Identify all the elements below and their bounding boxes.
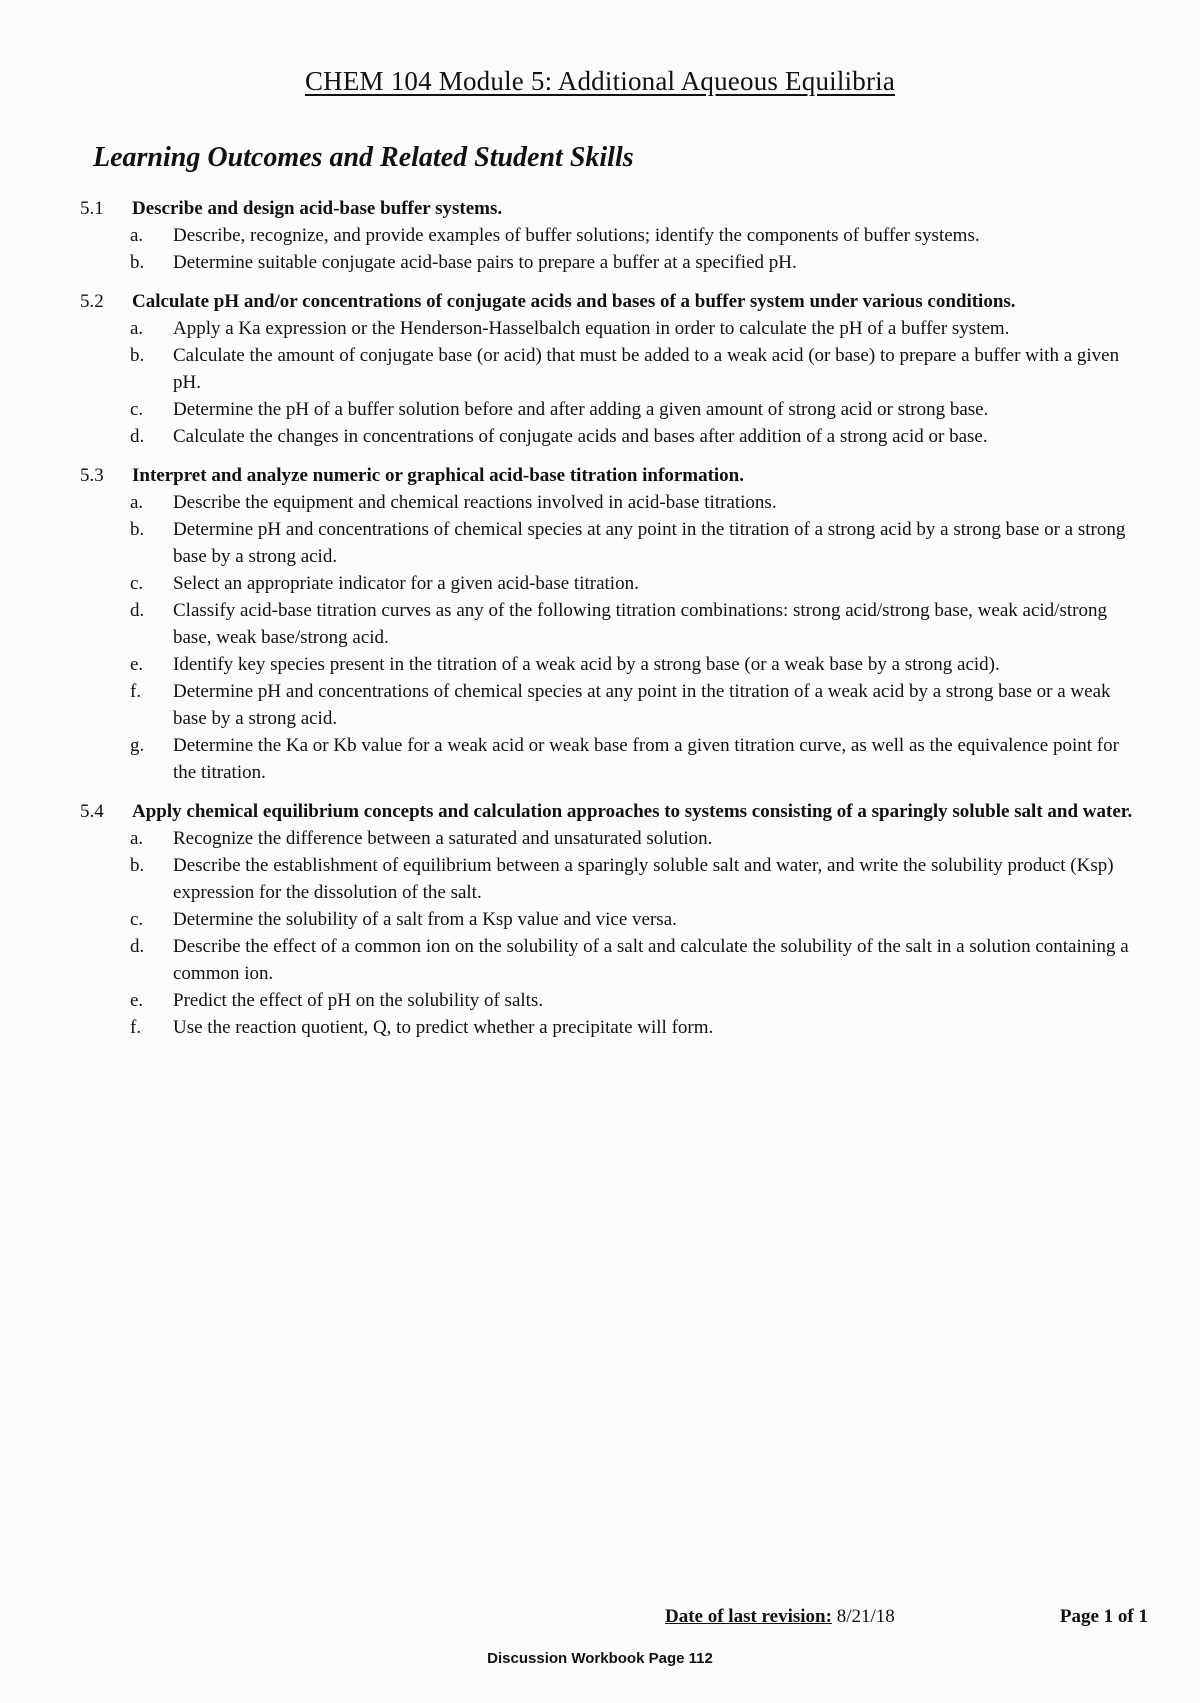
skill-item (80, 852, 1140, 906)
section-heading: Learning Outcomes and Related Student Skills (93, 142, 634, 173)
skill-list (80, 222, 1140, 276)
learning-outcomes-list (80, 196, 1140, 1054)
skill-text: Describe, recognize, and provide examples of buffer solutions; identify the components of buffer systems. (173, 225, 980, 246)
skill-item (80, 396, 1140, 423)
outcome-title: Describe and design acid-base buffer systems. (132, 198, 503, 219)
skill-letter: f. (130, 681, 142, 702)
outcome-number: 5.1 (80, 198, 104, 219)
skill-text: Describe the effect of a common ion on the solubility of a salt and calculate the solubility of the salt in a solution containing a common ion. (173, 936, 1129, 984)
skill-text: Predict the effect of pH on the solubility of salts. (173, 990, 544, 1011)
skill-letter: a. (130, 318, 144, 339)
skill-text: Identify key species present in the titration of a weak acid by a strong base (or a weak base by a strong acid). (173, 654, 1000, 675)
learning-outcome (80, 196, 1140, 276)
skill-item (80, 678, 1140, 732)
skill-letter: d. (130, 936, 145, 957)
skill-item (80, 906, 1140, 933)
outcome-number: 5.4 (80, 801, 104, 822)
revision-info (665, 1606, 895, 1628)
skill-text: Recognize the difference between a saturated and unsaturated solution. (173, 828, 713, 849)
skill-list (80, 315, 1140, 450)
skill-text: Describe the establishment of equilibrium between a sparingly soluble salt and water, and write the solubility product (Ksp) expression for the dissolution of the salt. (173, 855, 1114, 903)
skill-text: Use the reaction quotient, Q, to predict whether a precipitate will form. (173, 1017, 714, 1038)
outcome-title: Apply chemical equilibrium concepts and calculation approaches to systems consisting of a sparingly soluble salt and water. (132, 801, 1133, 822)
skill-list (80, 825, 1140, 1041)
skill-letter: b. (130, 519, 145, 540)
skill-text: Calculate the amount of conjugate base (or acid) that must be added to a weak acid (or base) to prepare a buffer with a given pH. (173, 345, 1120, 393)
skill-letter: b. (130, 855, 145, 876)
skill-item (80, 933, 1140, 987)
skill-text: Determine the pH of a buffer solution before and after adding a given amount of strong acid or strong base. (173, 399, 989, 420)
outcome-title: Calculate pH and/or concentrations of conjugate acids and bases of a buffer system under various conditions. (132, 291, 1016, 312)
skill-item (80, 570, 1140, 597)
skill-text: Determine the Ka or Kb value for a weak acid or weak base from a given titration curve, as well as the equivalence point for the titration. (173, 735, 1119, 783)
skill-letter: a. (130, 828, 144, 849)
skill-item (80, 651, 1140, 678)
skill-text: Determine the solubility of a salt from a Ksp value and vice versa. (173, 909, 677, 930)
skill-text: Calculate the changes in concentrations of conjugate acids and bases after addition of a strong acid or base. (173, 426, 988, 447)
skill-letter: d. (130, 600, 145, 621)
skill-letter: e. (130, 654, 144, 675)
skill-letter: a. (130, 492, 144, 513)
outcome-number: 5.3 (80, 465, 104, 486)
skill-letter: d. (130, 426, 145, 447)
outcome-title: Interpret and analyze numeric or graphical acid-base titration information. (132, 465, 744, 486)
skill-text: Describe the equipment and chemical reactions involved in acid-base titrations. (173, 492, 777, 513)
skill-letter: a. (130, 225, 144, 246)
outcome-number: 5.2 (80, 291, 104, 312)
skill-text: Select an appropriate indicator for a given acid-base titration. (173, 573, 639, 594)
skill-item (80, 732, 1140, 786)
skill-item (80, 825, 1140, 852)
skill-item (80, 315, 1140, 342)
skill-letter: c. (130, 399, 144, 420)
skill-text: Determine pH and concentrations of chemical species at any point in the titration of a strong acid by a strong base or a strong base by a strong acid. (173, 519, 1126, 567)
skill-text: Determine pH and concentrations of chemical species at any point in the titration of a weak acid by a strong base or a weak base by a strong acid. (173, 681, 1111, 729)
skill-item (80, 489, 1140, 516)
skill-text: Determine suitable conjugate acid-base pairs to prepare a buffer at a specified pH. (173, 252, 797, 273)
document-title: CHEM 104 Module 5: Additional Aqueous Equilibria (304, 66, 896, 96)
skill-letter: b. (130, 345, 145, 366)
skill-text: Apply a Ka expression or the Henderson-Hasselbalch equation in order to calculate the pH of a buffer system. (173, 318, 1010, 339)
skill-item (80, 342, 1140, 396)
workbook-page-label: Discussion Workbook Page 112 (487, 1650, 713, 1667)
skill-item (80, 1014, 1140, 1041)
skill-item (80, 249, 1140, 276)
learning-outcome (80, 463, 1140, 786)
skill-item (80, 987, 1140, 1014)
page-number: Page 1 of 1 (1059, 1606, 1148, 1627)
revision-date: 8/21/18 (836, 1606, 895, 1627)
skill-letter: c. (130, 573, 144, 594)
learning-outcome (80, 799, 1140, 1041)
skill-letter: g. (130, 735, 145, 756)
skill-list (80, 489, 1140, 786)
skill-letter: c. (130, 909, 144, 930)
skill-letter: e. (130, 990, 144, 1011)
revision-label: Date of last revision: (665, 1606, 832, 1627)
skill-letter: f. (130, 1017, 142, 1038)
skill-letter: b. (130, 252, 145, 273)
skill-item (80, 222, 1140, 249)
skill-item (80, 516, 1140, 570)
skill-item (80, 597, 1140, 651)
skill-text: Classify acid-base titration curves as any of the following titration combinations: strong acid/strong base, weak acid/strong base, weak base/strong acid. (173, 600, 1107, 648)
learning-outcome (80, 289, 1140, 450)
skill-item (80, 423, 1140, 450)
